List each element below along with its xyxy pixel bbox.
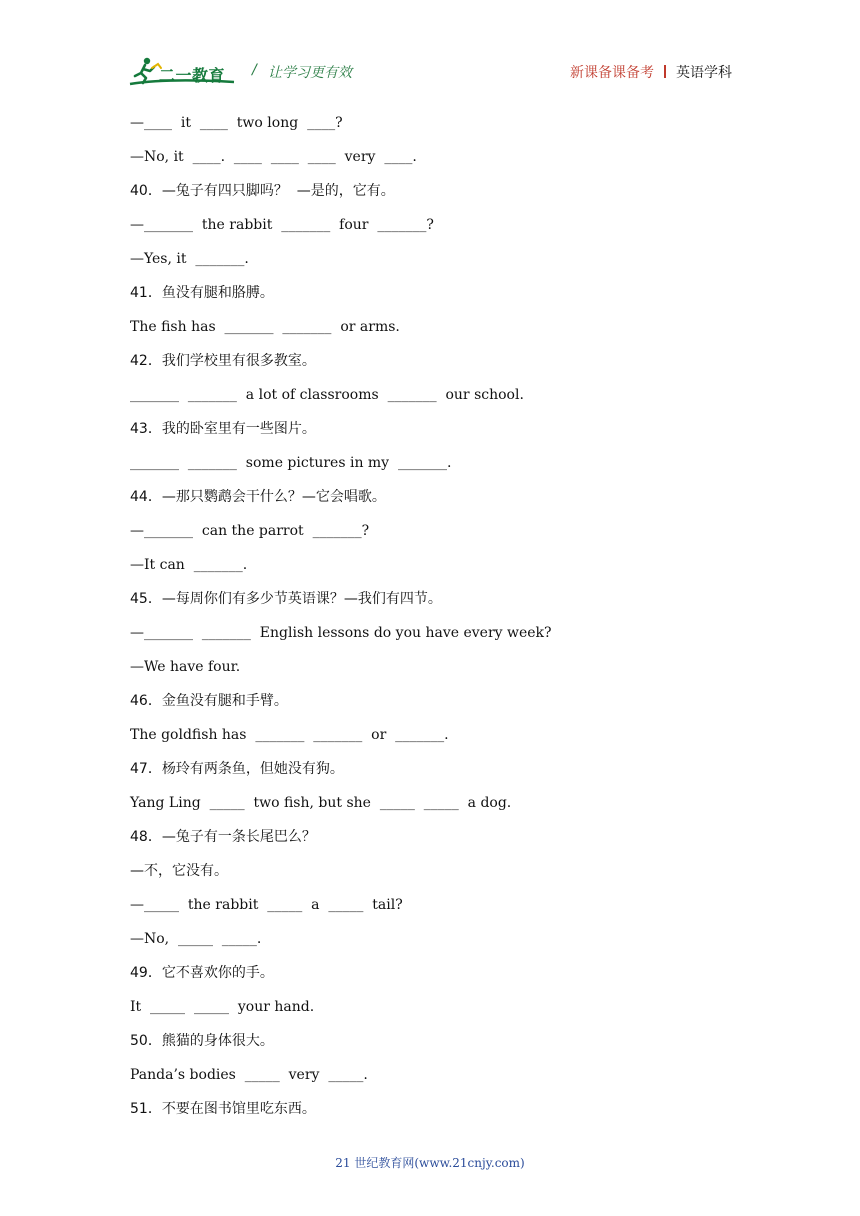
answer-line: The goldfish has _______ _______ or _______. xyxy=(130,727,449,743)
answer-line: Yang Ling _____ two fish, but she _____ _____ a dog. xyxy=(130,795,512,811)
slogan-divider: / xyxy=(252,62,257,78)
question-prompt: 44．—那只鹦鹉会干什么？—它会唱歌。 xyxy=(130,489,386,505)
answer-line: _______ _______ a lot of classrooms _______ our school. xyxy=(130,387,524,403)
answer-line: —No, _____ _____. xyxy=(130,931,262,947)
question-prompt: 42．我们学校里有很多教室。 xyxy=(130,353,316,369)
question-prompt: 45．—每周你们有多少节英语课？—我们有四节。 xyxy=(130,591,442,607)
answer-line: _______ _______ some pictures in my _______. xyxy=(130,455,452,471)
question-prompt: 48．—兔子有一条长尾巴么？ xyxy=(130,829,316,845)
exercise-content xyxy=(130,110,730,1130)
question-prompt: 40．—兔子有四只脚吗？ —是的，它有。 xyxy=(130,183,395,199)
question-prompt: —不，它没有。 xyxy=(130,863,228,879)
answer-line: The fish has _______ _______ or arms. xyxy=(130,319,400,335)
logo xyxy=(128,54,240,90)
answer-line: —_______ the rabbit _______ four _______? xyxy=(130,217,434,233)
answer-line: —____ it ____ two long ____? xyxy=(130,115,343,131)
answer-line: —It can _______. xyxy=(130,557,248,573)
answer-line: —_______ _______ English lessons do you have every week? xyxy=(130,625,552,641)
question-prompt: 47．杨玲有两条鱼，但她没有狗。 xyxy=(130,761,344,777)
answer-line: —_____ the rabbit _____ a _____ tail? xyxy=(130,897,403,913)
answer-line: —No, it ____. ____ ____ ____ very ____. xyxy=(130,149,417,165)
answer-line: It _____ _____ your hand. xyxy=(130,999,315,1015)
answer-line: —_______ can the parrot _______? xyxy=(130,523,370,539)
page-header xyxy=(128,54,732,90)
answer-line: —Yes, it _______. xyxy=(130,251,249,267)
answer-line: Panda’s bodies _____ very _____. xyxy=(130,1067,368,1083)
answer-line: —We have four. xyxy=(130,659,241,675)
slogan: 让学习更有效 xyxy=(268,65,352,81)
logo-text: 二一教育 xyxy=(159,66,226,85)
question-prompt: 49．它不喜欢你的手。 xyxy=(130,965,274,981)
header-tag: 新课备课备考 xyxy=(570,65,654,81)
question-prompt: 50．熊猫的身体很大。 xyxy=(130,1033,274,1049)
question-prompt: 51．不要在图书馆里吃东西。 xyxy=(130,1101,316,1117)
question-prompt: 41．鱼没有腿和胳膊。 xyxy=(130,285,274,301)
page-footer: 21 世纪教育网(www.21cnjy.com) xyxy=(335,1156,525,1170)
header-separator xyxy=(664,65,666,78)
header-subject: 英语学科 xyxy=(676,65,732,81)
question-prompt: 46．金鱼没有腿和手臂。 xyxy=(130,693,288,709)
header-right xyxy=(570,62,732,82)
question-prompt: 43．我的卧室里有一些图片。 xyxy=(130,421,316,437)
